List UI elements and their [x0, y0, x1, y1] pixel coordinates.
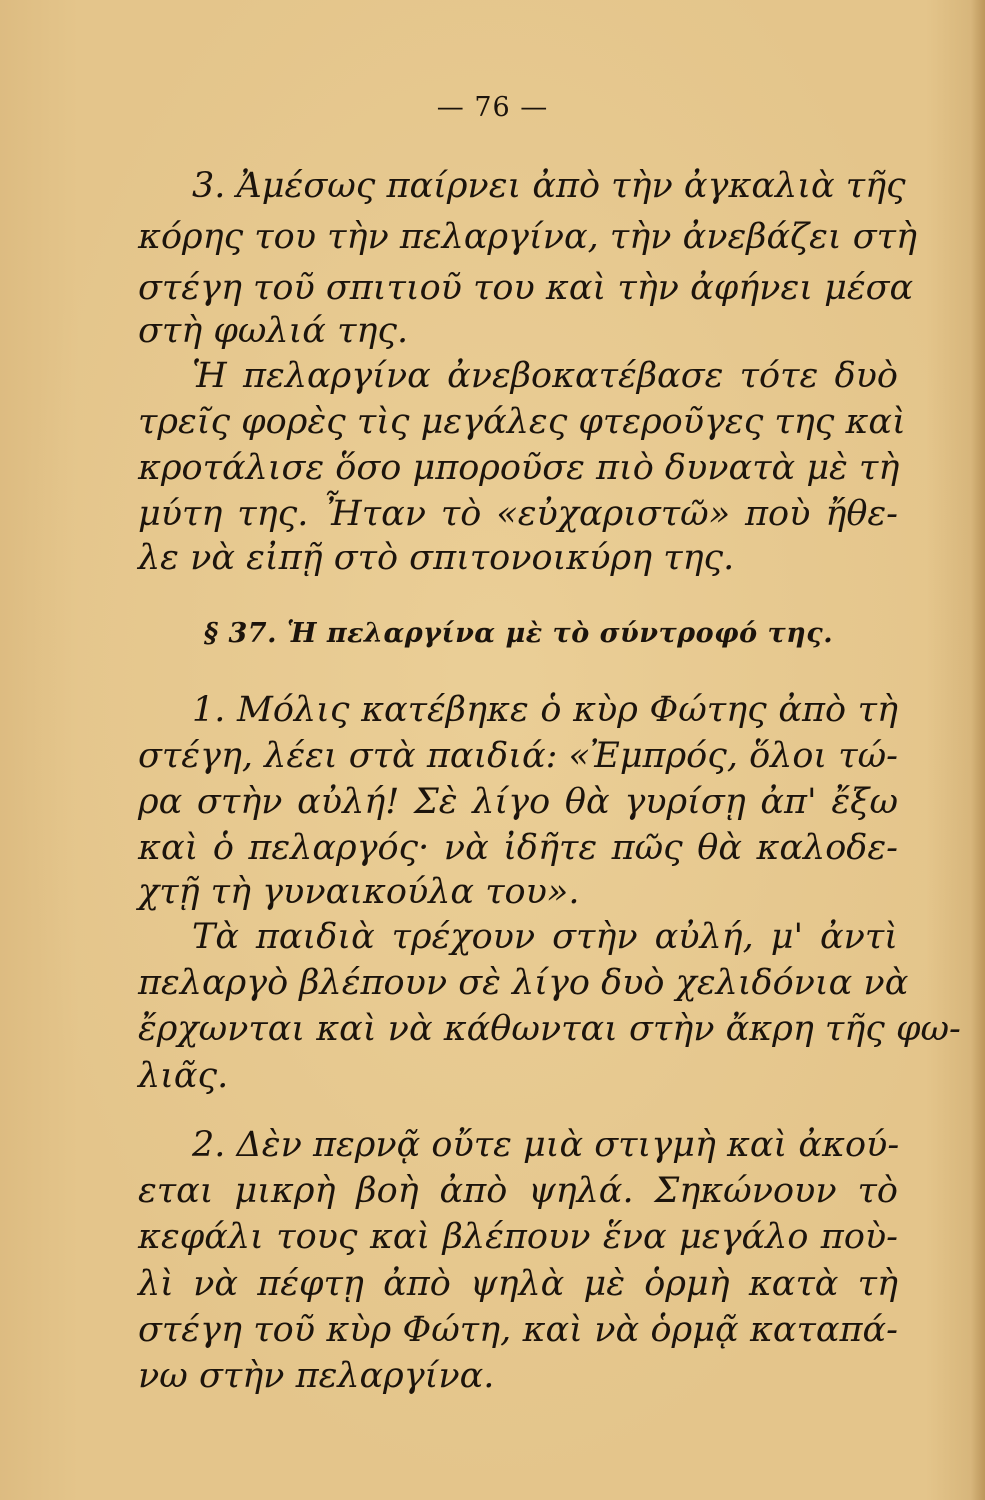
text-line: 2. Δὲν περνᾷ οὔτε μιὰ στιγμὴ καὶ ἀκού- — [192, 1125, 900, 1165]
text-line: λε νὰ εἰπῇ στὸ σπιτονοικύρη της. — [138, 538, 735, 578]
text-line: χτῇ τὴ γυναικούλα του». — [138, 872, 580, 912]
section-heading: § 37. Ἡ πελαργίνα μὲ τὸ σύντροφό της. — [204, 618, 834, 649]
text-line: νω στὴν πελαργίνα. — [138, 1356, 495, 1396]
text-line: εται μικρὴ βοὴ ἀπὸ ψηλά. Σηκώνουν τὸ — [138, 1171, 898, 1211]
text-line: στέγη, λέει στὰ παιδιά: «Ἐμπρός, ὅλοι τώ- — [138, 736, 898, 776]
text-line: 1. Μόλις κατέβηκε ὁ κὺρ Φώτης ἀπὸ τὴ — [192, 690, 898, 730]
text-line: κεφάλι τους καὶ βλέπουν ἕνα μεγάλο ποὺ- — [138, 1217, 898, 1257]
text-line: στέγη τοῦ σπιτιοῦ του καὶ τὴν ἀφήνει μέσα — [138, 268, 914, 308]
text-line: τρεῖς φορὲς τὶς μεγάλες φτεροῦγες της καὶ — [138, 402, 906, 442]
page-edge-shadow — [971, 0, 985, 1500]
text-line: Ἡ πελαργίνα ἀνεβοκατέβασε τότε δυὸ — [192, 356, 898, 396]
text-line: κόρης του τὴν πελαργίνα, τὴν ἀνεβάζει στὴ — [138, 217, 917, 257]
text-line: ἔρχωνται καὶ νὰ κάθωνται στὴν ἄκρη τῆς φω- — [138, 1009, 961, 1049]
page-number: — 76 — — [436, 92, 549, 123]
text-line: στὴ φωλιά της. — [138, 311, 409, 351]
text-line: μύτη της. Ἦταν τὸ «εὐχαριστῶ» ποὺ ἤθε- — [138, 494, 898, 534]
text-line: Τὰ παιδιὰ τρέχουν στὴν αὐλή, μ' ἀντὶ — [192, 917, 898, 957]
text-line: κροτάλισε ὅσο μποροῦσε πιὸ δυνατὰ μὲ τὴ — [138, 448, 900, 488]
text-line: 3. Ἀμέσως παίρνει ἀπὸ τὴν ἀγκαλιὰ τῆς — [192, 166, 906, 206]
text-line: πελαργὸ βλέπουν σὲ λίγο δυὸ χελιδόνια νὰ — [138, 963, 909, 1003]
text-line: καὶ ὁ πελαργός· νὰ ἰδῆτε πῶς θὰ καλοδε- — [138, 828, 898, 868]
text-line: λιᾶς. — [138, 1056, 229, 1096]
text-line: λὶ νὰ πέφτῃ ἀπὸ ψηλὰ μὲ ὁρμὴ κατὰ τὴ — [138, 1264, 898, 1304]
text-line: στέγη τοῦ κὺρ Φώτη, καὶ νὰ ὁρμᾷ καταπά- — [138, 1310, 898, 1350]
text-line: ρα στὴν αὐλή! Σὲ λίγο θὰ γυρίσῃ ἀπ' ἔξω — [138, 782, 898, 822]
